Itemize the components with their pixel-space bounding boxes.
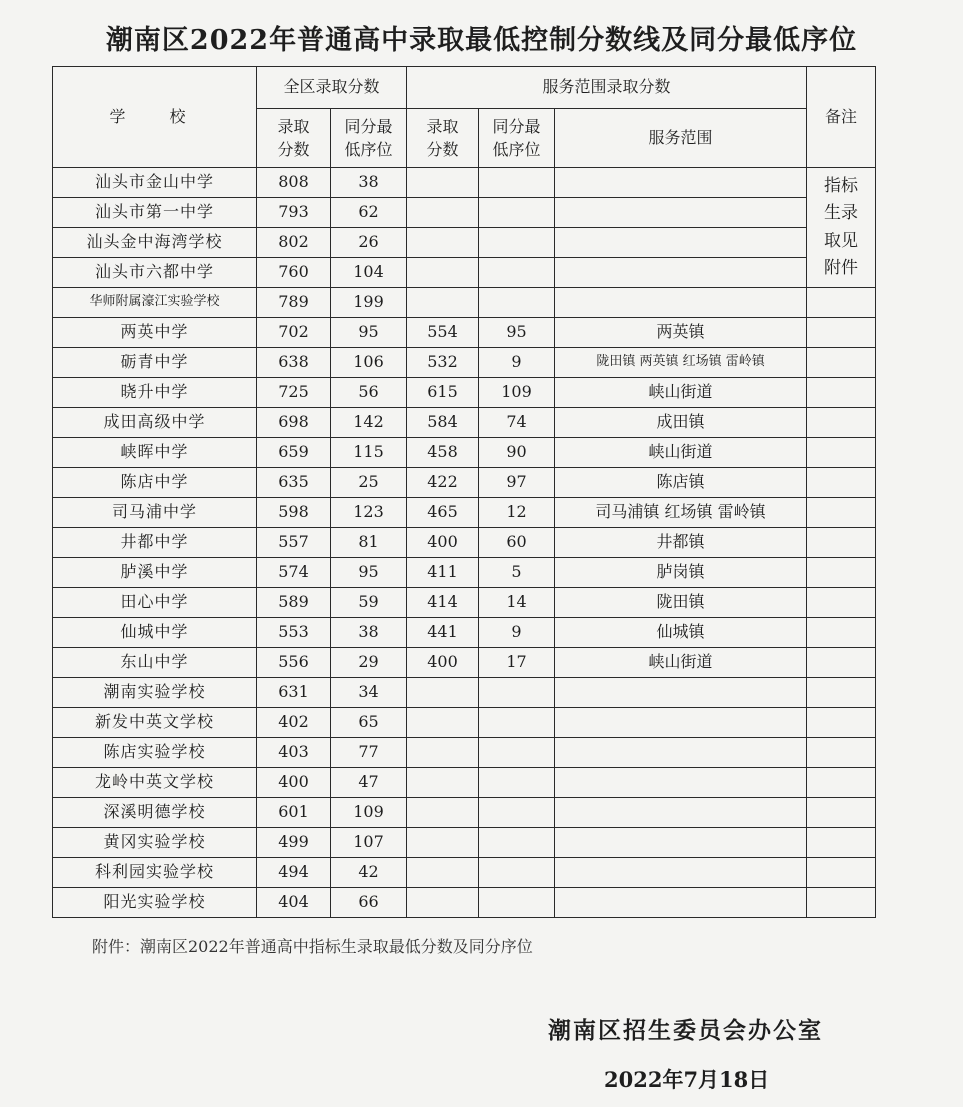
- note-cell: [807, 498, 876, 528]
- service-rank-cell: 95: [479, 318, 555, 348]
- note-cell: [807, 798, 876, 828]
- note-cell: [807, 618, 876, 648]
- page-title: 潮南区2022年普通高中录取最低控制分数线及同分最低序位: [105, 25, 858, 56]
- service-area-cell: [555, 288, 807, 318]
- district-rank-cell: 142: [331, 408, 407, 438]
- table-row: [53, 438, 876, 468]
- note-cell: [807, 858, 876, 888]
- footnote: 附件：潮南区2022年普通高中指标生录取最低分数及同分序位: [92, 937, 533, 956]
- table-row: [53, 348, 876, 378]
- note-cell: [807, 888, 876, 918]
- school-cell: 成田高级中学: [53, 408, 257, 438]
- service-score-cell: 411: [407, 558, 479, 588]
- note-cell: [807, 288, 876, 318]
- school-cell: 田心中学: [53, 588, 257, 618]
- service-rank-cell: [479, 678, 555, 708]
- district-rank-cell: 38: [331, 168, 407, 198]
- service-score-cell: [407, 708, 479, 738]
- district-rank-cell: 199: [331, 288, 407, 318]
- school-cell: 砺青中学: [53, 348, 257, 378]
- district-score-cell: 789: [257, 288, 331, 318]
- district-score-cell: 760: [257, 258, 331, 288]
- district-rank-cell: 77: [331, 738, 407, 768]
- table-row: [53, 498, 876, 528]
- school-cell: 司马浦中学: [53, 498, 257, 528]
- service-rank-cell: [479, 198, 555, 228]
- service-area-cell: [555, 828, 807, 858]
- district-rank-cell: 65: [331, 708, 407, 738]
- district-rank-cell: 109: [331, 798, 407, 828]
- table-body: [53, 168, 876, 918]
- note-cell: [807, 588, 876, 618]
- service-score-cell: [407, 258, 479, 288]
- district-score-cell: 601: [257, 798, 331, 828]
- district-rank-cell: 95: [331, 318, 407, 348]
- table-row: [53, 738, 876, 768]
- service-rank-cell: [479, 228, 555, 258]
- district-score-cell: 725: [257, 378, 331, 408]
- school-cell: 新发中英文学校: [53, 708, 257, 738]
- district-rank-cell: 115: [331, 438, 407, 468]
- district-score-cell: 494: [257, 858, 331, 888]
- header-district-group: 全区录取分数: [257, 67, 407, 109]
- district-rank-cell: 62: [331, 198, 407, 228]
- service-rank-cell: 9: [479, 618, 555, 648]
- service-score-cell: [407, 888, 479, 918]
- table-row: [53, 708, 876, 738]
- note-text: 指标生录取见附件: [824, 176, 859, 278]
- table-row: [53, 198, 876, 228]
- school-cell: 华师附属濠江实验学校: [53, 288, 257, 318]
- table-row: [53, 168, 876, 198]
- service-area-cell: 司马浦镇 红场镇 雷岭镇: [555, 498, 807, 528]
- school-cell: 阳光实验学校: [53, 888, 257, 918]
- district-rank-cell: 104: [331, 258, 407, 288]
- district-score-cell: 404: [257, 888, 331, 918]
- service-rank-cell: 109: [479, 378, 555, 408]
- service-score-cell: [407, 198, 479, 228]
- table-row: [53, 588, 876, 618]
- service-score-cell: 554: [407, 318, 479, 348]
- school-cell: 汕头市六都中学: [53, 258, 257, 288]
- school-cell: 陈店中学: [53, 468, 257, 498]
- district-score-cell: 400: [257, 768, 331, 798]
- district-score-cell: 702: [257, 318, 331, 348]
- table-row: [53, 258, 876, 288]
- service-score-cell: 414: [407, 588, 479, 618]
- school-cell: 汕头市金山中学: [53, 168, 257, 198]
- table-row: [53, 888, 876, 918]
- service-rank-cell: 60: [479, 528, 555, 558]
- district-rank-cell: 81: [331, 528, 407, 558]
- service-score-cell: [407, 168, 479, 198]
- district-score-cell: 631: [257, 678, 331, 708]
- school-cell: 晓升中学: [53, 378, 257, 408]
- service-score-cell: 458: [407, 438, 479, 468]
- district-score-cell: 598: [257, 498, 331, 528]
- service-rank-cell: 97: [479, 468, 555, 498]
- district-score-cell: 638: [257, 348, 331, 378]
- table-row: [53, 378, 876, 408]
- district-score-cell: 635: [257, 468, 331, 498]
- district-score-cell: 556: [257, 648, 331, 678]
- school-cell: 两英中学: [53, 318, 257, 348]
- service-area-cell: 胪岗镇: [555, 558, 807, 588]
- note-cell: [807, 828, 876, 858]
- service-area-cell: [555, 708, 807, 738]
- service-score-cell: 615: [407, 378, 479, 408]
- service-score-cell: 422: [407, 468, 479, 498]
- service-area-cell: 峡山街道: [555, 438, 807, 468]
- district-score-cell: 557: [257, 528, 331, 558]
- note-cell: [807, 558, 876, 588]
- service-area-cell: 仙城镇: [555, 618, 807, 648]
- district-rank-cell: 106: [331, 348, 407, 378]
- service-area-cell: [555, 798, 807, 828]
- service-rank-cell: [479, 168, 555, 198]
- table-row: [53, 468, 876, 498]
- district-score-cell: 402: [257, 708, 331, 738]
- service-area-cell: [555, 228, 807, 258]
- service-score-cell: 400: [407, 528, 479, 558]
- service-rank-cell: [479, 798, 555, 828]
- service-area-cell: 两英镇: [555, 318, 807, 348]
- service-area-cell: 陇田镇: [555, 588, 807, 618]
- service-area-cell: 陈店镇: [555, 468, 807, 498]
- school-cell: 深溪明德学校: [53, 798, 257, 828]
- table-row: [53, 558, 876, 588]
- district-rank-cell: 42: [331, 858, 407, 888]
- district-score-cell: 793: [257, 198, 331, 228]
- school-cell: 陈店实验学校: [53, 738, 257, 768]
- service-rank-cell: [479, 288, 555, 318]
- district-score-cell: 698: [257, 408, 331, 438]
- service-rank-cell: [479, 828, 555, 858]
- note-cell: [807, 378, 876, 408]
- service-area-cell: [555, 888, 807, 918]
- note-cell: [807, 768, 876, 798]
- service-rank-cell: 90: [479, 438, 555, 468]
- district-score-cell: 808: [257, 168, 331, 198]
- school-cell: 潮南实验学校: [53, 678, 257, 708]
- header-school: 学 校: [53, 67, 257, 168]
- service-score-cell: [407, 768, 479, 798]
- service-area-cell: [555, 858, 807, 888]
- service-rank-cell: 17: [479, 648, 555, 678]
- service-rank-cell: 9: [479, 348, 555, 378]
- header-district-rank: 同分最低序位: [331, 109, 407, 168]
- table-row: [53, 618, 876, 648]
- service-area-cell: 峡山街道: [555, 648, 807, 678]
- district-rank-cell: 25: [331, 468, 407, 498]
- service-area-cell: [555, 258, 807, 288]
- service-area-cell: [555, 768, 807, 798]
- service-score-cell: [407, 738, 479, 768]
- service-score-cell: 465: [407, 498, 479, 528]
- table-row: [53, 828, 876, 858]
- service-area-cell: 陇田镇 两英镇 红场镇 雷岭镇: [555, 348, 807, 378]
- service-score-cell: [407, 288, 479, 318]
- district-score-cell: 802: [257, 228, 331, 258]
- table-row: [53, 858, 876, 888]
- school-cell: 峡晖中学: [53, 438, 257, 468]
- district-rank-cell: 66: [331, 888, 407, 918]
- school-cell: 胪溪中学: [53, 558, 257, 588]
- table-row: [53, 798, 876, 828]
- note-cell: [807, 648, 876, 678]
- service-area-cell: 峡山街道: [555, 378, 807, 408]
- service-score-cell: [407, 798, 479, 828]
- note-cell: [807, 708, 876, 738]
- note-cell: [807, 468, 876, 498]
- service-score-cell: [407, 828, 479, 858]
- issue-date: 2022年7月18日: [604, 1067, 770, 1092]
- note-cell: [807, 318, 876, 348]
- district-score-cell: 553: [257, 618, 331, 648]
- district-score-cell: 403: [257, 738, 331, 768]
- school-cell: 科利园实验学校: [53, 858, 257, 888]
- header-district-score: 录取分数: [257, 109, 331, 168]
- school-cell: 汕头市第一中学: [53, 198, 257, 228]
- table-row: [53, 678, 876, 708]
- header-note: 备注: [807, 67, 876, 168]
- table-row: [53, 768, 876, 798]
- service-score-cell: 584: [407, 408, 479, 438]
- service-score-cell: [407, 858, 479, 888]
- district-rank-cell: 34: [331, 678, 407, 708]
- service-area-cell: [555, 738, 807, 768]
- school-cell: 仙城中学: [53, 618, 257, 648]
- district-score-cell: 589: [257, 588, 331, 618]
- school-cell: 东山中学: [53, 648, 257, 678]
- note-cell: [807, 348, 876, 378]
- note-cell: [807, 678, 876, 708]
- district-rank-cell: 95: [331, 558, 407, 588]
- district-score-cell: 574: [257, 558, 331, 588]
- issuing-office: 潮南区招生委员会办公室: [548, 1017, 823, 1044]
- service-score-cell: 441: [407, 618, 479, 648]
- header-service-score: 录取分数: [407, 109, 479, 168]
- service-rank-cell: [479, 768, 555, 798]
- note-cell: [807, 438, 876, 468]
- school-cell: 汕头金中海湾学校: [53, 228, 257, 258]
- service-score-cell: 400: [407, 648, 479, 678]
- header-service-area: 服务范围: [555, 109, 807, 168]
- note-cell: [807, 408, 876, 438]
- service-area-cell: 成田镇: [555, 408, 807, 438]
- note-cell: [807, 528, 876, 558]
- service-area-cell: [555, 198, 807, 228]
- district-rank-cell: 26: [331, 228, 407, 258]
- header-service-group: 服务范围录取分数: [407, 67, 807, 109]
- table-row: [53, 288, 876, 318]
- table-row: [53, 648, 876, 678]
- service-score-cell: 532: [407, 348, 479, 378]
- service-rank-cell: [479, 888, 555, 918]
- service-rank-cell: 14: [479, 588, 555, 618]
- service-area-cell: 井都镇: [555, 528, 807, 558]
- service-rank-cell: [479, 738, 555, 768]
- district-score-cell: 659: [257, 438, 331, 468]
- admission-table: [52, 66, 876, 918]
- service-rank-cell: [479, 858, 555, 888]
- service-rank-cell: 12: [479, 498, 555, 528]
- district-rank-cell: 59: [331, 588, 407, 618]
- district-rank-cell: 38: [331, 618, 407, 648]
- table-row: [53, 228, 876, 258]
- school-cell: 黄冈实验学校: [53, 828, 257, 858]
- note-cell: [807, 168, 876, 288]
- service-rank-cell: 74: [479, 408, 555, 438]
- district-rank-cell: 47: [331, 768, 407, 798]
- school-cell: 龙岭中英文学校: [53, 768, 257, 798]
- service-rank-cell: [479, 258, 555, 288]
- service-score-cell: [407, 228, 479, 258]
- service-area-cell: [555, 168, 807, 198]
- district-rank-cell: 29: [331, 648, 407, 678]
- district-score-cell: 499: [257, 828, 331, 858]
- table-row: [53, 408, 876, 438]
- district-rank-cell: 56: [331, 378, 407, 408]
- district-rank-cell: 123: [331, 498, 407, 528]
- district-rank-cell: 107: [331, 828, 407, 858]
- note-cell: [807, 738, 876, 768]
- school-cell: 井都中学: [53, 528, 257, 558]
- table-row: [53, 528, 876, 558]
- table-row: [53, 318, 876, 348]
- header-service-rank: 同分最低序位: [479, 109, 555, 168]
- service-rank-cell: [479, 708, 555, 738]
- service-rank-cell: 5: [479, 558, 555, 588]
- service-score-cell: [407, 678, 479, 708]
- service-area-cell: [555, 678, 807, 708]
